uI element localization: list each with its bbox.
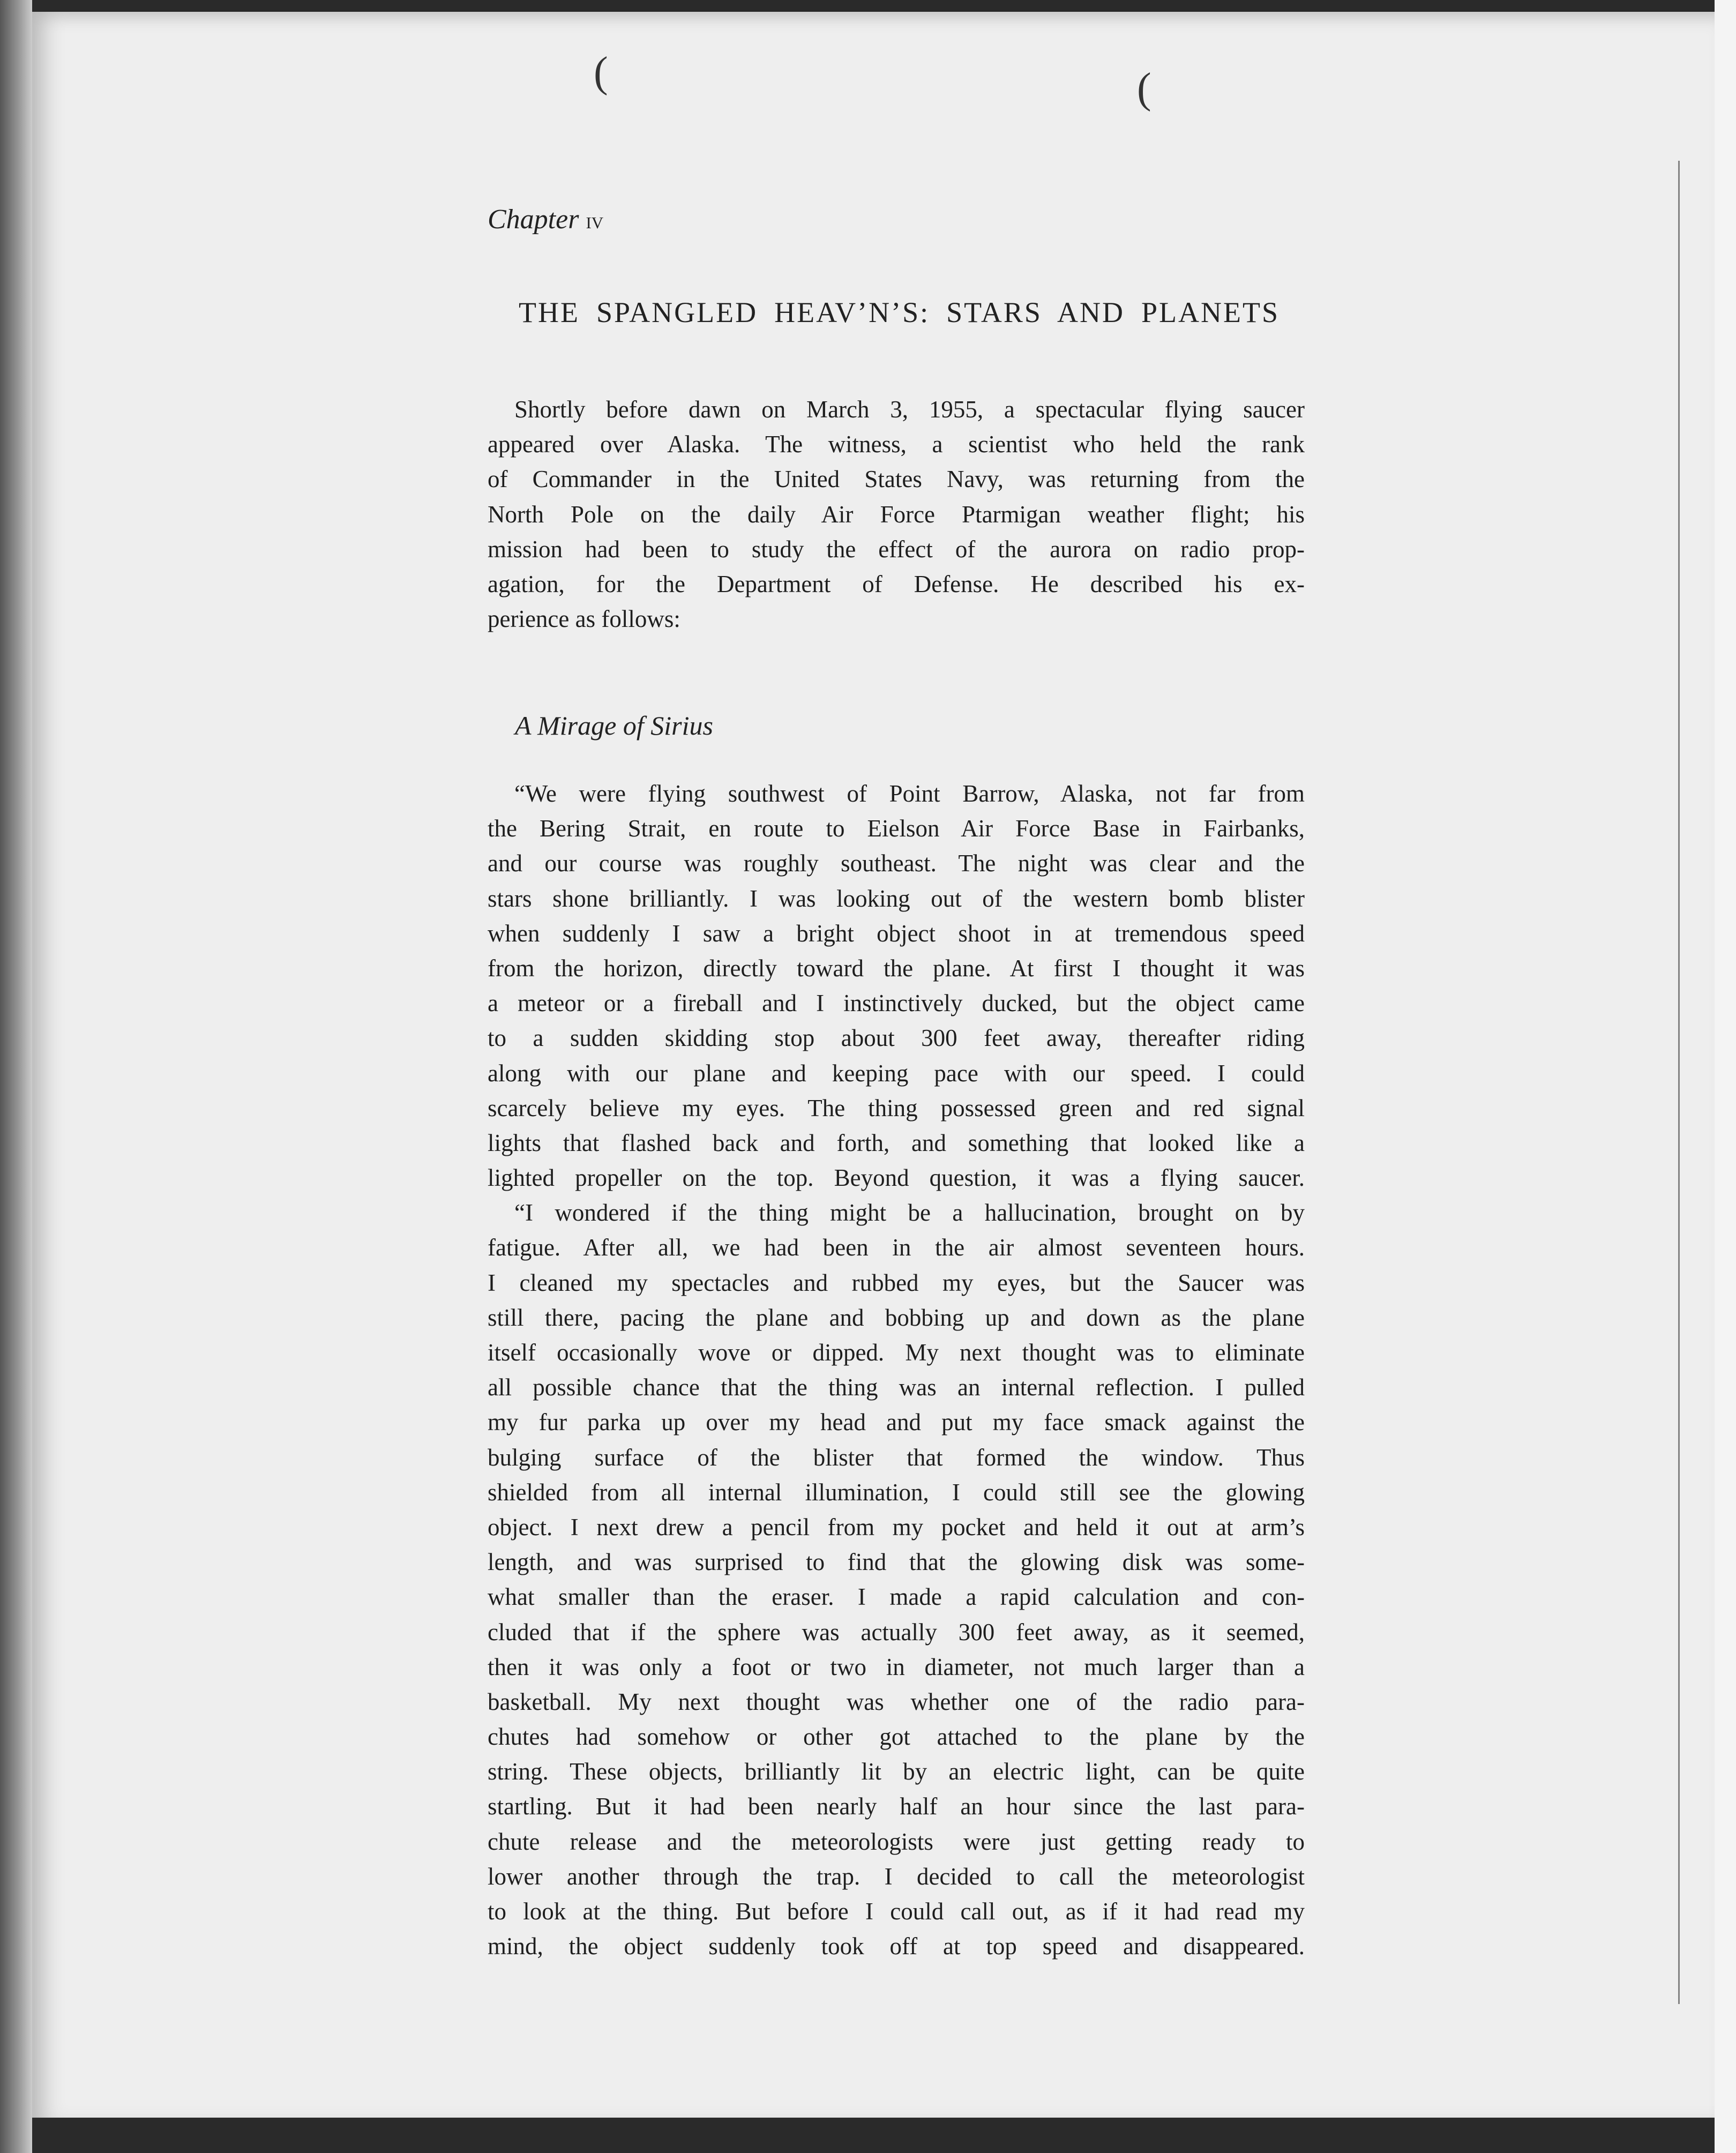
text-line: and our course was roughly southeast. The night was clear and the xyxy=(488,850,1305,877)
text-line: chute release and the meteorologists were just getting ready to xyxy=(488,1828,1305,1855)
text-line: of Commander in the United States Navy, was returning from the xyxy=(488,466,1305,493)
text-line: mind, the object suddenly took off at top speed and disappeared. xyxy=(488,1933,1305,1960)
text-line: itself occasionally wove or dipped. My next thought was to eliminate xyxy=(488,1339,1305,1366)
text-line: I cleaned my spectacles and rubbed my eyes, but the Saucer was xyxy=(488,1269,1305,1296)
chapter-number: iv xyxy=(586,207,604,234)
scan-right-border xyxy=(1715,0,1736,2153)
text-line: what smaller than the eraser. I made a rapid calculation and con- xyxy=(488,1583,1305,1611)
text-line: shielded from all internal illumination, I could still see the glowing xyxy=(488,1478,1305,1506)
text-line: North Pole on the daily Air Force Ptarmigan weather flight; his xyxy=(488,500,1305,528)
text-line: bulging surface of the blister that formed the window. Thus xyxy=(488,1444,1305,1471)
text-line: chutes had somehow or other got attached to the plane by the xyxy=(488,1723,1305,1751)
intro-paragraph xyxy=(488,392,1305,637)
page-edge-line xyxy=(1678,161,1680,2004)
text-line: to look at the thing. But before I could call out, as if it had read my xyxy=(488,1898,1305,1925)
text-line: length, and was surprised to find that the glowing disk was some- xyxy=(488,1549,1305,1576)
text-line: then it was only a foot or two in diameter, not much larger than a xyxy=(488,1653,1305,1680)
text-line: all possible chance that the thing was an internal reflection. I pulled xyxy=(488,1374,1305,1401)
text-line: basketball. My next thought was whether one of the radio para- xyxy=(488,1688,1305,1715)
text-line: “I wondered if the thing might be a hallucination, brought on by xyxy=(514,1199,1305,1227)
text-line: the Bering Strait, en route to Eielson Air Force Base in Fairbanks, xyxy=(488,815,1305,842)
chapter-title: THE SPANGLED HEAV’N’S: STARS AND PLANETS xyxy=(519,296,1279,328)
text-line: appeared over Alaska. The witness, a scientist who held the rank xyxy=(488,431,1305,458)
scan-mark-left: ( xyxy=(594,49,608,96)
text-line: object. I next drew a pencil from my pocket and held it out at arm’s xyxy=(488,1513,1305,1541)
section-heading: A Mirage of Sirius xyxy=(515,711,713,741)
text-line: a meteor or a fireball and I instinctively ducked, but the object came xyxy=(488,990,1305,1017)
chapter-word: Chapter xyxy=(488,204,579,235)
scan-mark-right: ( xyxy=(1137,65,1151,112)
text-line: cluded that if the sphere was actually 300 feet away, as it seemed, xyxy=(488,1618,1305,1646)
text-line: “We were flying southwest of Point Barrow, Alaska, not far from xyxy=(514,780,1305,807)
body-text xyxy=(488,776,1305,1964)
text-line: scarcely believe my eyes. The thing possessed green and red signal xyxy=(488,1094,1305,1122)
text-line: from the horizon, directly toward the plane. At first I thought it was xyxy=(488,954,1305,982)
chapter-label xyxy=(488,204,603,235)
text-line: my fur parka up over my head and put my face smack against the xyxy=(488,1409,1305,1436)
text-line: mission had been to study the effect of the aurora on radio prop- xyxy=(488,535,1305,563)
text-line: lighted propeller on the top. Beyond question, it was a flying saucer. xyxy=(488,1164,1305,1192)
text-line: fatigue. After all, we had been in the air almost seventeen hours. xyxy=(488,1234,1305,1261)
scan-left-border xyxy=(0,0,32,2153)
text-line: lights that flashed back and forth, and something that looked like a xyxy=(488,1129,1305,1156)
text-line: along with our plane and keeping pace with our speed. I could xyxy=(488,1059,1305,1087)
text-line: string. These objects, brilliantly lit by an electric light, can be quite xyxy=(488,1758,1305,1785)
text-line: Shortly before dawn on March 3, 1955, a spectacular flying saucer xyxy=(514,396,1305,423)
text-line: stars shone brilliantly. I was looking out of the western bomb blister xyxy=(488,885,1305,912)
text-line: when suddenly I saw a bright object shoot in at tremendous speed xyxy=(488,919,1305,947)
text-line: lower another through the trap. I decided to call the meteorologist xyxy=(488,1863,1305,1890)
text-line: still there, pacing the plane and bobbing up and down as the plane xyxy=(488,1304,1305,1331)
text-line: perience as follows: xyxy=(488,605,680,633)
text-line: to a sudden skidding stop about 300 feet away, thereafter riding xyxy=(488,1025,1305,1052)
text-line: agation, for the Department of Defense. He described his ex- xyxy=(488,570,1305,597)
text-line: startling. But it had been nearly half an hour since the last para- xyxy=(488,1793,1305,1820)
